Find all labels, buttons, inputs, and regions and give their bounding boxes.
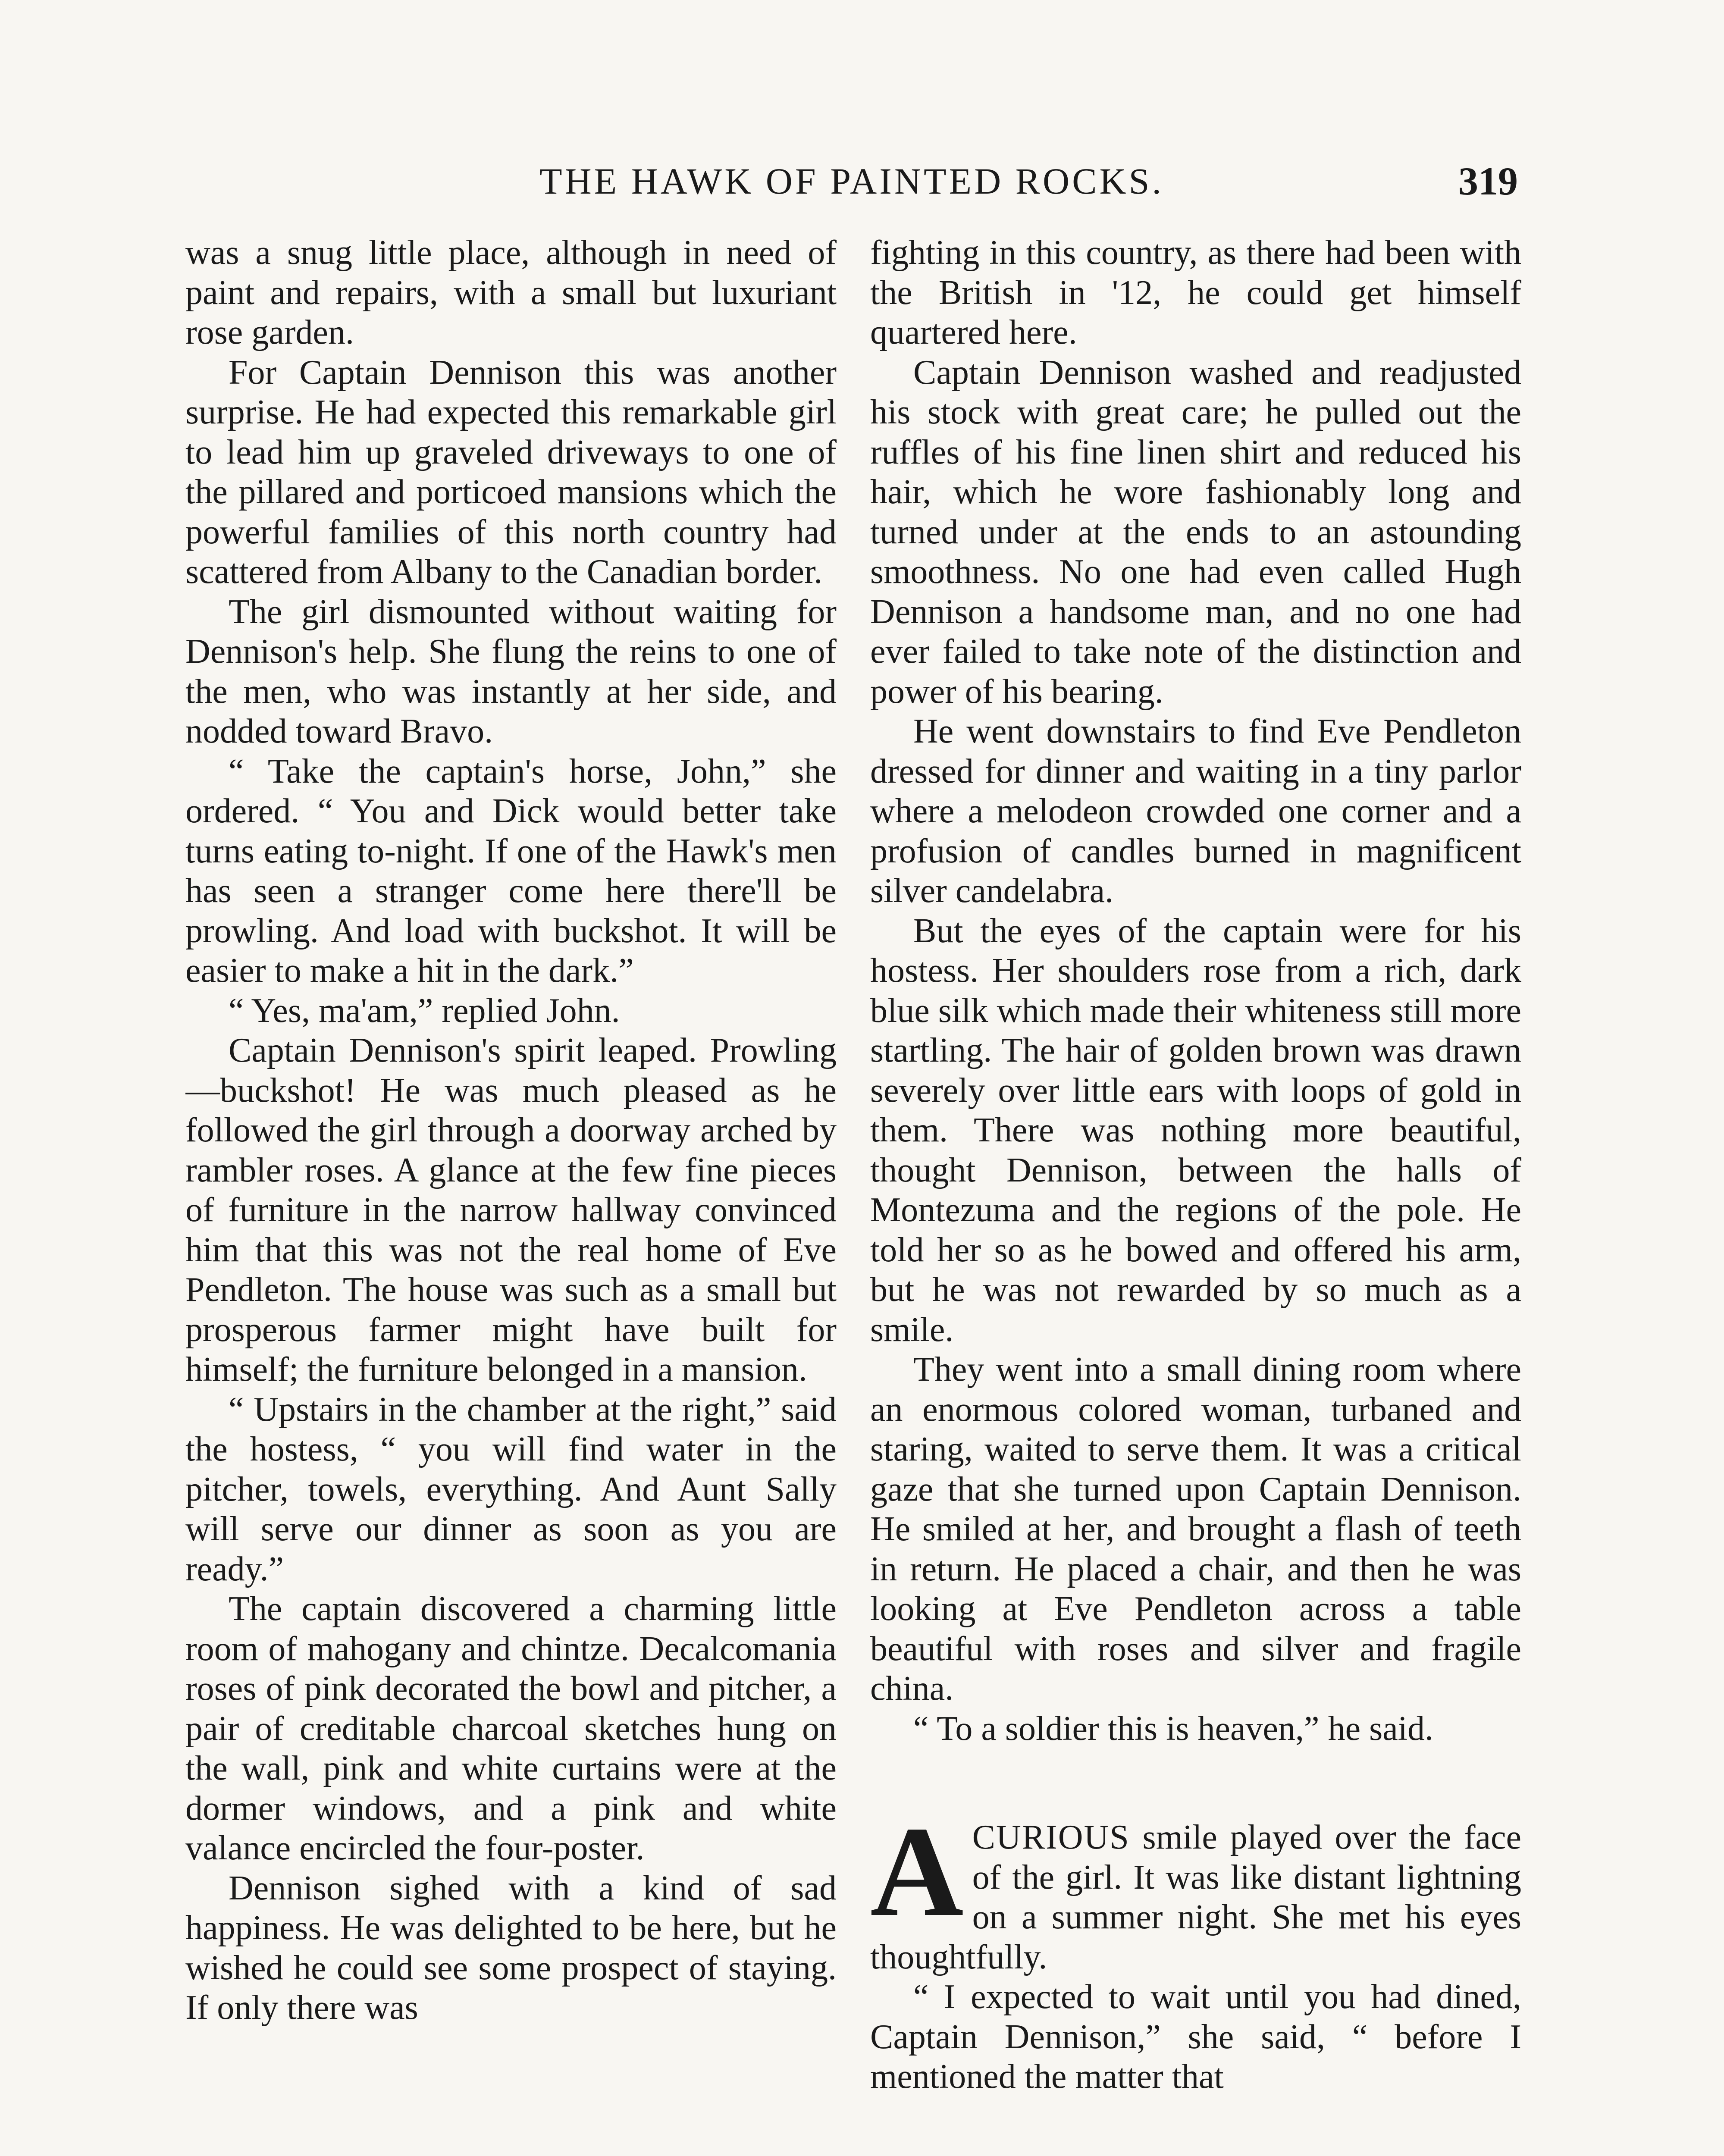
running-title: THE HAWK OF PAINTED ROCKS.	[539, 160, 1164, 202]
paragraph: “ Yes, ma'am,” replied John.	[229, 991, 620, 1030]
paragraph: “ Upstairs in the chamber at the right,” said the hostess, “ you will find water in the pitcher, towels, everything. And Aunt Sally will serve our dinner as soon as you are ready.”	[185, 1390, 837, 1588]
small-caps-lead: CURIOUS	[972, 1818, 1130, 1856]
drop-cap: A	[870, 1800, 964, 1943]
page-number: 319	[1458, 159, 1518, 203]
paragraph: Dennison sighed with a kind of sad happiness. He was delighted to be here, but he wished he could see some prospect of staying. If only there was	[185, 1869, 837, 2027]
paragraph: “ To a soldier this is heaven,” he said.	[913, 1709, 1433, 1748]
paragraph: The captain discovered a charming little room of mahogany and chintze. Decalcomania roses of pink decorated the bowl and pitcher, a pair of creditable charcoal sketches hung on the wall, pink and white curtains were at the dormer windows, and a pink and white valance encircled the four-poster.	[185, 1590, 837, 1867]
paragraph: “ Take the captain's horse, John,” she ordered. “ You and Dick would better take turns eating to-night. If one of the Hawk's men has seen a stranger come here there'll be prowling. And load with buckshot. It will be easier to make a hit in the dark.”	[185, 752, 837, 990]
right-column	[870, 233, 1521, 2156]
running-header	[185, 155, 1518, 207]
section-opening-paragraph	[870, 1800, 1521, 1977]
left-column	[185, 233, 837, 2156]
paragraph: For Captain Dennison this was another surprise. He had expected this remarkable girl to lead him up graveled driveways to one of the pillared and porticoed mansions which the powerful families of this north country had scattered from Albany to the Canadian border.	[185, 353, 837, 591]
section-text: smile played over the face of the girl. It was like distant lightning on a summer night. She met his eyes thoughtfully.	[870, 1818, 1521, 1976]
paragraph: The girl dismounted without waiting for Dennison's help. She flung the reins to one of the men, who was instantly at her side, and nodded toward Bravo.	[185, 592, 837, 750]
paragraph: fighting in this country, as there had been with the British in '12, he could get himself quartered here.	[870, 234, 1521, 351]
paragraph: Captain Dennison's spirit leaped. Prowling—buckshot! He was much pleased as he followed the girl through a doorway arched by rambler roses. A glance at the few fine pieces of furniture in the narrow hallway convinced him that this was not the real home of Eve Pendleton. The house was such as a small but prosperous farmer might have built for himself; the furniture belonged in a mansion.	[185, 1031, 837, 1388]
paragraph: But the eyes of the captain were for his hostess. Her shoulders rose from a rich, dark blue silk which made their whiteness still more startling. The hair of golden brown was drawn severely over little ears with loops of gold in them. There was nothing more beautiful, thought Dennison, between the halls of Montezuma and the regions of the pole. He told her so as he bowed and offered his arm, but he was not rewarded by so much as a smile.	[870, 912, 1521, 1349]
paragraph: Captain Dennison washed and readjusted his stock with great care; he pulled out the ruffles of his fine linen shirt and reduced his hair, which he wore fashionably long and turned under at the ends to an astounding smoothness. No one had even called Hugh Dennison a handsome man, and no one had ever failed to take note of the distinction and power of his bearing.	[870, 353, 1521, 711]
paragraph: They went into a small dining room where an enormous colored woman, turbaned and staring, waited to serve them. It was a critical gaze that she turned upon Captain Dennison. He smiled at her, and brought a flash of teeth in return. He placed a chair, and then he was looking at Eve Pendleton across a table beautiful with roses and silver and fragile china.	[870, 1351, 1521, 1708]
paragraph: was a snug little place, although in need of paint and repairs, with a small but luxuriant rose garden.	[185, 234, 837, 351]
paragraph: “ I expected to wait until you had dined, Captain Dennison,” she said, “ before I mentioned the matter that	[870, 1978, 1521, 2096]
paragraph: He went downstairs to find Eve Pendleton dressed for dinner and waiting in a tiny parlor where a melodeon crowded one corner and a profusion of candles burned in magnificent silver candelabra.	[870, 712, 1521, 910]
